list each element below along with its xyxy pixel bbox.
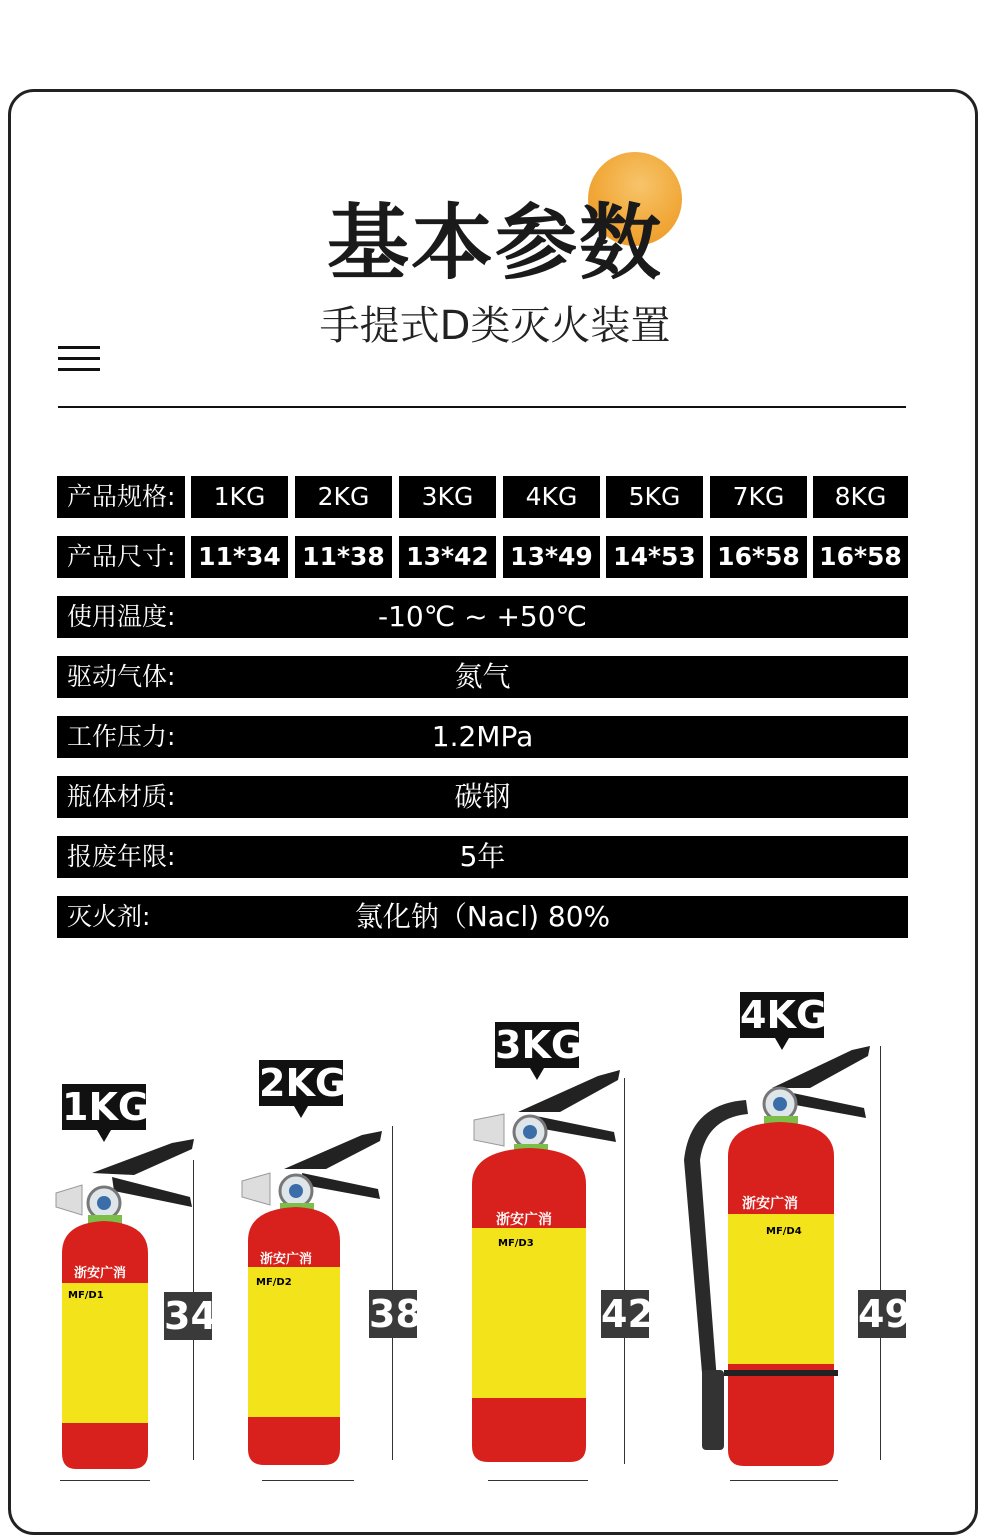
model-text: MF/D2 xyxy=(256,1277,292,1288)
size-cell: 14*53 xyxy=(606,536,703,578)
size-cell: 13*42 xyxy=(399,536,496,578)
model-cell: 5KG xyxy=(606,476,703,518)
extinguisher-3kg-image xyxy=(468,1066,628,1466)
extinguisher-4kg-image xyxy=(676,1040,876,1470)
model-cell: 2KG xyxy=(295,476,392,518)
models-label: 产品规格: xyxy=(57,476,185,518)
page-title: 基本参数 xyxy=(326,196,663,291)
height-label-3kg: 42 xyxy=(601,1292,654,1336)
height-label-2kg: 38 xyxy=(369,1292,422,1336)
model-text: MF/D1 xyxy=(68,1290,104,1301)
model-cell: 1KG xyxy=(191,476,288,518)
menu-icon[interactable] xyxy=(58,344,102,374)
spec-value: 碳钢 xyxy=(454,780,511,813)
height-line xyxy=(624,1078,625,1464)
spec-value: -10℃ ~ +50℃ xyxy=(378,600,587,633)
product-tag-3kg: 3KG xyxy=(495,1023,583,1067)
extinguisher-2kg-image xyxy=(240,1125,390,1470)
brand-text: 浙安广消 xyxy=(260,1252,313,1267)
size-cell: 13*49 xyxy=(503,536,600,578)
product-tag-1kg: 1KG xyxy=(62,1085,150,1129)
spec-label: 灭火剂: xyxy=(67,902,151,931)
divider xyxy=(58,406,906,408)
model-cell: 3KG xyxy=(399,476,496,518)
product-tag-2kg: 2KG xyxy=(259,1061,347,1105)
height-line xyxy=(880,1046,881,1460)
spec-label: 报废年限: xyxy=(67,842,176,871)
spec-value: 1.2MPa xyxy=(431,720,534,753)
model-text: MF/D4 xyxy=(766,1226,802,1237)
model-cell: 4KG xyxy=(503,476,600,518)
model-cell: 7KG xyxy=(710,476,807,518)
base-line xyxy=(488,1480,588,1481)
spec-value: 氯化钠（Nacl) 80% xyxy=(354,900,611,933)
base-line xyxy=(730,1480,838,1481)
product-tag-4kg: 4KG xyxy=(740,993,828,1037)
spec-label: 驱动气体: xyxy=(67,662,176,691)
brand-text: 浙安广消 xyxy=(74,1266,127,1281)
spec-label: 使用温度: xyxy=(67,602,176,631)
size-cell: 11*38 xyxy=(295,536,392,578)
spec-label: 瓶体材质: xyxy=(67,782,176,811)
base-line xyxy=(262,1480,354,1481)
height-label-1kg: 34 xyxy=(164,1294,217,1338)
spec-value: 5年 xyxy=(459,840,506,873)
height-label-4kg: 49 xyxy=(858,1292,911,1336)
model-text: MF/D3 xyxy=(498,1238,534,1249)
sizes-label: 产品尺寸: xyxy=(57,536,185,578)
spec-value: 氮气 xyxy=(454,660,511,693)
brand-text: 浙安广消 xyxy=(496,1212,552,1228)
page-subtitle: 手提式D类灭火装置 xyxy=(319,303,671,349)
size-cell: 16*58 xyxy=(710,536,807,578)
size-cell: 16*58 xyxy=(813,536,908,578)
base-line xyxy=(60,1480,150,1481)
brand-text: 浙安广消 xyxy=(742,1196,798,1212)
spec-label: 工作压力: xyxy=(67,722,176,751)
size-cell: 11*34 xyxy=(191,536,288,578)
model-cell: 8KG xyxy=(813,476,908,518)
